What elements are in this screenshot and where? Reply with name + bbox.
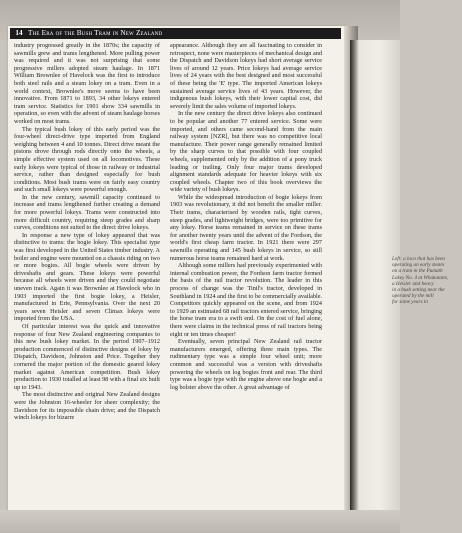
caption-line: Left: a loco that has been xyxy=(392,256,445,262)
paragraph: The most distinctive and original New Zealand designs were the Johnston 16-wheeler for sheer complexity; the Davidson for its impossible chain drive; and the Dispatch winch lokeys for bizarre xyxy=(14,391,160,422)
page-number: 14 xyxy=(15,29,23,37)
paragraph: Although some millers had previously experimented with internal combustion power, the Fordson farm tractor formed the basis of the rail tractor revolution. The leader in this process of change was the Tinil's tractor, developed in Southland in 1924 and the first to be commercially available. Competitors quickly appeared on the scene, and from 1924 to 1929 an estimated 68 rail tractors entered service, bringing the horse tram era to a swift end. On the cost of fuel alone, there were claims in the technical press of rail tractors being eight or ten times cheaper! xyxy=(170,262,322,338)
paragraph: appearance. Although they are all fascinating to consider in retrospect, none were masterpieces of mechanical design and the Dispatch and Davidson lokeys had short average service lives of around 12 years. Price lokeys had average service lives of 24 years with the best designed and most successful of these being the 'E' type. The imported American lokeys sustained average service lives of 43 years. However, the indigenous bush lokeys, with their lower capital cost, did severely limit the sales volume of imported lokeys. xyxy=(170,42,322,110)
facing-page-caption xyxy=(392,256,462,306)
caption-line: operated by the mill xyxy=(392,293,434,300)
paragraph: While the widespread introduction of bogie lokeys from 1903 was revolutionary, it did not benefit the smaller miller. Their trams, characterised by wooden rails, tight curves, steep grades, and lightweight bridges, were too primitive for any lokey. Horse teams remained in service on these trams for another twenty years until the advent of the Fordson, the world's first cheap farm tractor. In 1921 there were 297 sawmills operating and 145 bush lokeys in service, so still numerous horse teams remained hard at work. xyxy=(170,193,322,262)
facing-page xyxy=(350,40,449,515)
caption-line: for some years in xyxy=(392,299,428,306)
running-title: The Era of the Bush Tram in New Zealand xyxy=(28,29,163,37)
caption-line: on a tram in the Pumath xyxy=(392,268,443,275)
paragraph: In response a new type of lokey appeared that was distinctive to trams: the bogie lokey. This specialist type was first developed in the United States timber industry. A boiler and engine were mounted on a chassis riding on two or more bogies. All bogie wheels were driven by driveshafts and gears. These lokeys were powerful because all wheels were driven and they could negotiate uneven track. Again it was Brownlee at Havelock who in 1903 imported the first bogie lokey, a Heisler, manufactured in Erie, Pennsylvania. Over the next 20 years seven Heisler and seven Climax lokeys were imported from the USA. xyxy=(14,231,160,323)
right-text-column xyxy=(170,42,322,508)
paragraph: The typical bush lokey of this early period was the four-wheel direct-drive type imported from England weighing between 4 and 10 tonnes. Direct drive meant the pistons drove through rods directly onto the wheels, a simple effective system used on all locomotives. These early lokeys were typical of those in railway or industrial service, rather than designed especially for bush conditions. Most bush trams were on fairly easy country and such small lokeys were powerful enough. xyxy=(14,125,160,194)
paragraph: In the new century, sawmill capacity continued to increase and trams lengthened further creating a demand for more powerful lokeys. Trams were constructed into more difficult country, requiring steep grades and sharp curves, conditions not suited to the direct drive lokeys. xyxy=(14,193,160,232)
caption-line: in a bush setting near the xyxy=(392,287,445,294)
left-text-column xyxy=(14,42,160,508)
caption-line: operating an early steam xyxy=(392,262,445,269)
running-header xyxy=(10,28,341,39)
book-page xyxy=(8,26,344,512)
paragraph: Of particular interest was the quick and innovative response of four New Zealand engineering companies to this new bush lokey market. In the period 1907–1912 production commenced of distinctive designs of lokey by Dispatch, Davidson, Johnston and Price. Together they cornered the major portion of the domestic geared lokey market against American competition. Bush lokey production to 1930 totalled at least 98 with a final six built up to 1943. xyxy=(14,322,160,391)
caption-line: Lokey No. 4 at Whakatane, xyxy=(392,274,449,281)
paragraph: In the new century the direct drive lokeys also continued to be popular and another 77 entered service. Some were imported, and others came second-hand from the main railway system [NZR], but there was no competitive local manufacture. Their power range generally remained limited by the sharp curves to that possible with four coupled wheels, supplemented only by the addition of a pony truck leading or trailing. Only four major trams developed alignment standards adequate for heavier lokeys with six coupled wheels. Chapter two of this book overviews the wide variety of bush lokeys. xyxy=(170,110,322,194)
background-bottom xyxy=(0,510,400,533)
paragraph: industry progressed greatly in the 1870s; the capacity of sawmills grew and trams lengthened. More pulling power was required and it was not surprising that some progressive millers adopted steam haulage. In 1871 William Brownlee of Havelock was the first to introduce both steel rails and a steam lokey on a tram. Even in a world context, Brownlee's move seems to have been innovative. From 1871 to 1893, 34 other lokeys entered tram service. Statistics for 1901 show 334 sawmills in operation, so even with the advent of steam haulage horses worked on most trams. xyxy=(14,42,160,125)
caption-line: a Heisler and heavy xyxy=(392,280,434,287)
paragraph: Eventually, seven principal New Zealand rail tractor manufacturers emerged, offering three main types. The rudimentary type was a simple four wheel unit; more common and successful was a version with driveshafts powering the wheels on log bogies front and rear. The third type was a bogie type with the engine above one bogie and a log bolster above the other. A great advantage of xyxy=(170,338,322,391)
